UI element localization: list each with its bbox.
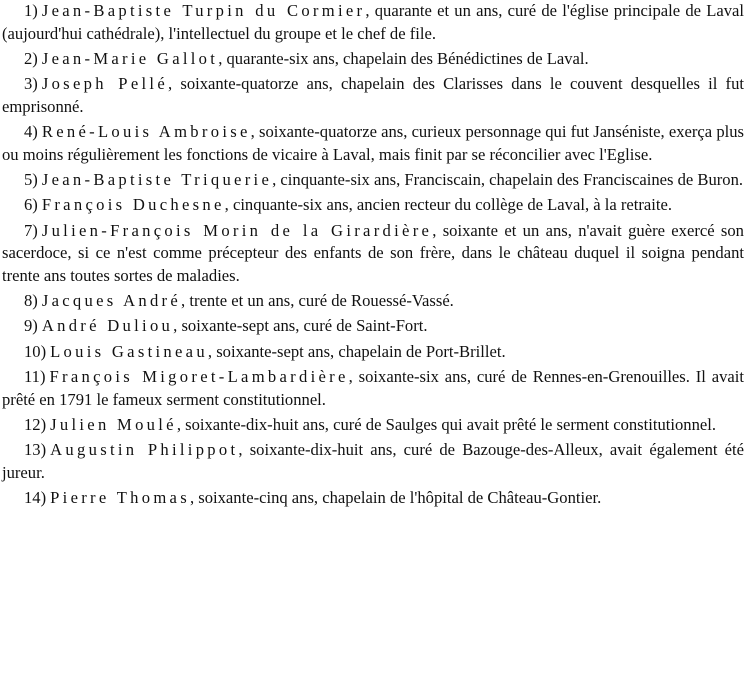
list-item [2, 169, 744, 192]
entry-number: 6) [24, 195, 38, 215]
list-item [2, 220, 744, 288]
entry-description: , soixante-sept ans, chapelain de Port-Brillet. [207, 341, 506, 361]
entry-description: , trente et un ans, curé de Rouessé-Vassé. [181, 291, 454, 311]
person-name: Jacques André [41, 291, 182, 311]
list-item [2, 48, 744, 71]
entry-description: , quarante et un ans, curé de l'église principale de Laval (aujourd'hui cathédrale), l'intellectuel du groupe et le chef de file. [2, 1, 745, 43]
person-name: Pierre Thomas [50, 488, 190, 508]
person-name: Jean-Marie Gallot [41, 48, 219, 68]
entry-number: 13) [24, 440, 47, 460]
entry-description: , soixante-sept ans, curé de Saint-Fort. [173, 316, 428, 336]
list-item [2, 0, 744, 46]
entry-number: 2) [24, 48, 38, 68]
list-item [2, 341, 744, 364]
person-name: François Migoret-Lambardière [49, 366, 349, 386]
list-item [2, 487, 744, 510]
person-name: François Duchesne [41, 195, 225, 215]
entry-number: 9) [24, 316, 38, 336]
person-name: Julien-François Morin de la Girardière [41, 220, 433, 240]
entry-number: 7) [24, 220, 38, 240]
person-name: Jean-Baptiste Turpin du Cormier [41, 1, 366, 20]
entry-number: 8) [24, 291, 38, 311]
entry-number: 11) [24, 366, 46, 386]
list-item [2, 366, 744, 412]
list-item [2, 73, 744, 119]
entry-number: 5) [24, 170, 38, 190]
list-item [2, 315, 744, 338]
person-name: André Duliou [41, 316, 174, 336]
entry-number: 10) [24, 341, 47, 361]
entry-description: , soixante-cinq ans, chapelain de l'hôpital de Château-Gontier. [189, 488, 602, 508]
list-item [2, 121, 744, 167]
entry-description: , soixante et un ans, n'avait guère exercé son sacerdoce, si ce n'est comme précepteur des enfants de son frère, dans le château duquel il soigna pendant trente ans toutes sortes de maladies. [2, 220, 744, 286]
entry-description: , quarante-six ans, chapelain des Bénédictines de Laval. [218, 48, 589, 68]
entry-description: , cinquante-six ans, ancien recteur du collège de Laval, à la retraite. [224, 195, 673, 215]
list-item [2, 194, 744, 217]
list-item [2, 439, 744, 485]
entry-number: 14) [24, 488, 47, 508]
person-name: Jean-Baptiste Triquerie [41, 170, 273, 190]
entry-description: , cinquante-six ans, Franciscain, chapelain des Franciscaines de Buron. [272, 170, 744, 190]
list-item [2, 290, 744, 313]
person-name: Joseph Pellé [41, 74, 168, 94]
entry-number: 12) [24, 414, 47, 434]
entry-description: , soixante-dix-huit ans, curé de Bazouge-des-Alleux, avait également été jureur. [2, 440, 744, 482]
list-item [2, 414, 744, 437]
entry-number: 3) [24, 74, 38, 94]
entry-description: , soixante-quatorze ans, chapelain des Clarisses dans le couvent desquelles il fut emprisonné. [2, 74, 744, 116]
person-name: Julien Moulé [50, 414, 177, 434]
entry-number: 1) [24, 1, 38, 20]
person-name: René-Louis Ambroise [41, 122, 251, 142]
entry-description: , soixante-six ans, curé de Rennes-en-Grenouilles. Il avait prêté en 1791 le fameux serment constitutionnel. [2, 366, 744, 409]
entry-description: , soixante-dix-huit ans, curé de Saulges qui avait prêté le serment constitutionnel. [176, 414, 716, 434]
person-name: Louis Gastineau [50, 341, 208, 361]
person-name: Augustin Philippot [50, 440, 239, 460]
entry-description: , soixante-quatorze ans, curieux personnage qui fut Janséniste, exerça plus ou moins régulièrement les fonctions de vicaire à Laval, mais finit par se réconcilier avec l'Eglise. [2, 122, 744, 164]
entry-number: 4) [24, 122, 38, 142]
